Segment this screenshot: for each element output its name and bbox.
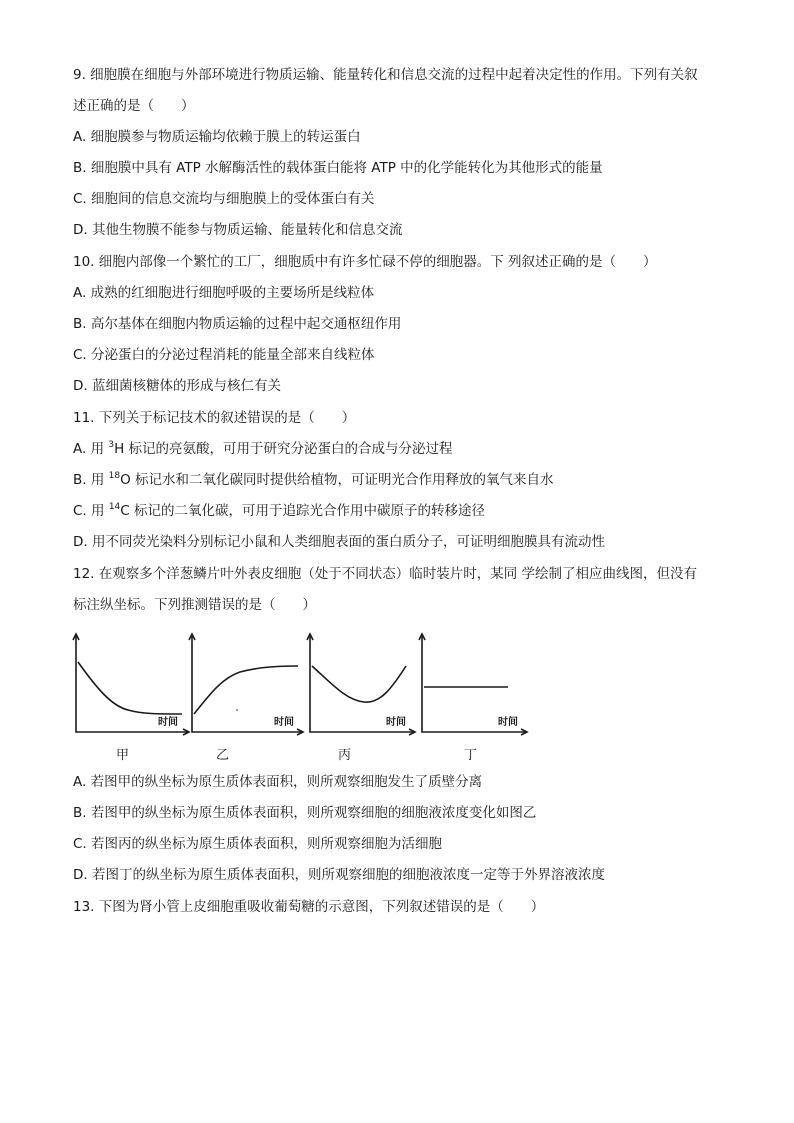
q11-option-a: A. 用 $^3$H 标记的亮氨酸，可用于研究分泌蛋白的合成与分泌过程	[73, 439, 453, 457]
graph-yi-xlabel: 时间	[274, 717, 294, 728]
graph-figure	[70, 628, 540, 738]
graph-jia-caption: 甲	[116, 748, 130, 763]
q12-stem-line-1: 12. 在观察多个洋葱鳞片叶外表皮细胞（处于不同状态）临时装片时，某同 学绘制了相应曲线图，但没有	[73, 566, 698, 582]
graph-jia-curve	[78, 662, 182, 714]
q10-option-a: A. 成熟的红细胞进行细胞呼吸的主要场所是线粒体	[73, 285, 375, 301]
graph-ding-xlabel: 时间	[498, 717, 518, 728]
q10-option-c: C. 分泌蛋白的分泌过程消耗的能量全部来自线粒体	[73, 347, 375, 363]
graph-bing-caption: 丙	[338, 748, 352, 763]
q9-option-d: D. 其他生物膜不能参与物质运输、能量转化和信息交流	[73, 222, 403, 238]
q11-option-b: B. 用 $^{18}$O 标记水和二氧化碳同时提供给植物，可证明光合作用释放的氧气来自水	[73, 470, 554, 488]
q12-option-d: D. 若图丁的纵坐标为原生质体表面积，则所观察细胞的细胞液浓度一定等于外界溶液浓度	[73, 867, 605, 883]
graph-ding-caption: 丁	[464, 748, 478, 763]
q12-option-b: B. 若图甲的纵坐标为原生质体表面积，则所观察细胞的细胞液浓度变化如图乙	[73, 805, 537, 821]
graph-yi-curve	[194, 666, 298, 714]
q9-option-c: C. 细胞间的信息交流均与细胞膜上的受体蛋白有关	[73, 191, 375, 207]
q12-stem-line-2: 标注纵坐标。下列推测错误的是（ ）	[73, 597, 316, 613]
graph-bing-xlabel: 时间	[386, 717, 406, 728]
graph-jia-xlabel: 时间	[158, 717, 178, 728]
q10-option-d: D. 蓝细菌核糖体的形成与核仁有关	[73, 378, 281, 394]
q12-option-a: A. 若图甲的纵坐标为原生质体表面积，则所观察细胞发生了质壁分离	[73, 774, 483, 790]
q9-stem-line-2: 述正确的是（ ）	[73, 98, 195, 114]
q12-option-c: C. 若图丙的纵坐标为原生质体表面积，则所观察细胞为活细胞	[73, 836, 443, 852]
q10-option-b: B. 高尔基体在细胞内物质运输的过程中起交通枢纽作用	[73, 316, 402, 332]
curve-graphs	[70, 628, 540, 763]
graph-yi-caption: 乙	[216, 748, 230, 763]
q11-stem: 11. 下列关于标记技术的叙述错误的是（ ）	[73, 410, 356, 426]
q9-option-b: B. 细胞膜中具有 ATP 水解酶活性的载体蛋白能将 ATP 中的化学能转化为其他形式的能量	[73, 160, 603, 176]
q13-stem: 13. 下图为肾小管上皮细胞重吸收葡萄糖的示意图，下列叙述错误的是（ ）	[73, 899, 545, 915]
graph-bing-curve	[312, 666, 406, 702]
q11-option-d: D. 用不同荧光染料分别标记小鼠和人类细胞表面的蛋白质分子，可证明细胞膜具有流动性	[73, 534, 605, 550]
q10-stem: 10. 细胞内部像一个繁忙的工厂，细胞质中有许多忙碌不停的细胞器。下 列叙述正确的是（ ）	[73, 254, 657, 270]
q9-stem-line-1: 9. 细胞膜在细胞与外部环境进行物质运输、能量转化和信息交流的过程中起着决定性的作用。下列有关叙	[73, 67, 698, 83]
graph-yi-dot-mark	[236, 709, 238, 711]
q9-option-a: A. 细胞膜参与物质运输均依赖于膜上的转运蛋白	[73, 129, 361, 145]
q11-option-c: C. 用 $^{14}$C 标记的二氧化碳，可用于追踪光合作用中碳原子的转移途径	[73, 501, 485, 519]
